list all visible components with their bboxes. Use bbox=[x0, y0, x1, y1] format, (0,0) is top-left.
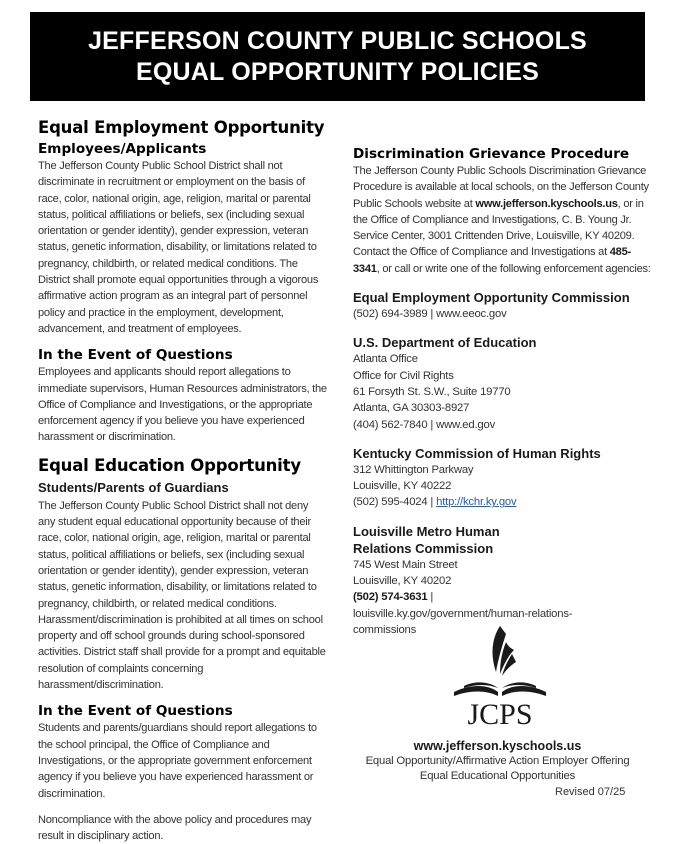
grievance-phone: 485-3341 bbox=[353, 246, 631, 275]
agency-contact bbox=[353, 417, 653, 433]
footer-eo-statement: Equal Opportunity/Affirmative Action Employer Offering bbox=[365, 755, 630, 767]
employment-subheading: Employees/Applicants bbox=[38, 141, 207, 157]
agency-phone: (404) 562-7840 bbox=[353, 418, 428, 431]
agency-address-line: 61 Forsyth St. S.W., Suite 19770 bbox=[353, 385, 511, 398]
agency-us-dept-education bbox=[353, 334, 653, 432]
separator: | bbox=[430, 418, 434, 431]
separator: | bbox=[430, 496, 434, 509]
agency-address-line: Atlanta Office bbox=[353, 353, 418, 366]
revised-date: Revised 07/25 bbox=[555, 786, 626, 798]
employment-questions-heading: In the Event of Questions bbox=[38, 347, 233, 364]
grievance-text-1: The Jefferson County Public Schools Discrimination Grievance Procedure is available at local schools, on the Jefferson County Public Schools website at bbox=[353, 165, 649, 210]
svg-text:JCPS: JCPS bbox=[467, 698, 533, 731]
agency-name: Louisville Metro Human Relations Commission bbox=[353, 523, 500, 556]
agency-eeoc bbox=[353, 289, 653, 322]
right-column bbox=[353, 146, 653, 638]
agency-kentucky-human-rights bbox=[353, 445, 653, 511]
grievance-website[interactable]: www.jefferson.kyschools.us bbox=[475, 197, 618, 210]
education-subheading: Students/Parents of Guardians bbox=[38, 479, 229, 495]
education-questions-body: Students and parents/guardians should report allegations to the school principal, the Office of Compliance and Investigations, or the appropriate government enforcement agency if you believe you have experienced harassment or discrimination. bbox=[38, 722, 317, 800]
grievance-heading: Discrimination Grievance Procedure bbox=[353, 146, 630, 162]
footer bbox=[345, 738, 650, 784]
agency-website-link[interactable]: http://kchr.ky.gov bbox=[436, 496, 517, 509]
agency-contact bbox=[353, 494, 653, 510]
agency-address-line: Louisville, KY 40222 bbox=[353, 480, 452, 493]
agency-name: U.S. Department of Education bbox=[353, 335, 537, 351]
employment-questions-body: Employees and applicants should report allegations to immediate supervisors, Human Resources administrators, the Office of Compliance and Investigations, or the appropriate enforcement agency if you believe you have experienced harassment or discrimination. bbox=[38, 366, 327, 444]
grievance-body bbox=[353, 163, 653, 277]
agency-phone: (502) 595-4024 bbox=[353, 496, 428, 509]
banner-title-line1: JEFFERSON COUNTY PUBLIC SCHOOLS bbox=[88, 27, 587, 55]
agency-website[interactable]: www.eeoc.gov bbox=[436, 308, 507, 321]
education-questions-heading: In the Event of Questions bbox=[38, 703, 233, 720]
footer-eo-statement-2: Equal Educational Opportunities bbox=[419, 770, 576, 782]
grievance-text-3: , or call or write one of the following enforcement agencies: bbox=[376, 262, 651, 275]
agency-website[interactable]: louisville.ky.gov/government/human-relations-commissions bbox=[353, 607, 573, 636]
separator: | bbox=[430, 308, 434, 321]
agency-address-line: 312 Whittington Parkway bbox=[353, 463, 474, 476]
grievance-text-2: , or in the Office of Compliance and Investigations, C. B. Young Jr. Service Center, 3001 Crittenden Drive, Louisville, KY 40209. Contact the Office of Compliance and Investigations at bbox=[353, 197, 644, 259]
agency-website[interactable]: www.ed.gov bbox=[436, 418, 496, 431]
agency-address-line: Office for Civil Rights bbox=[353, 369, 454, 382]
agency-phone: (502) 574-3631 bbox=[353, 591, 428, 604]
footer-website[interactable]: www.jefferson.kyschools.us bbox=[413, 739, 582, 753]
education-body: The Jefferson County Public School District shall not deny any student equal educational opportunity because of their race, color, national origin, age, religion, marital or parental status, political affiliations or beliefs, sex (including sexual orientation or gender identity), gender expression, veteran status, genetic information, disability, or limitations related to pregnancy, childbirth, or related medical conditions. bbox=[38, 499, 317, 610]
employment-body: The Jefferson County Public School District shall not discriminate in recruitment or employment on the basis of race, color, national origin, age, religion, marital or parental status, political affiliations or beliefs, sex (including sexual orientation or gender identity), gender expression, veteran status, genetic information, disability, or limitations related to pregnancy, childbirth, or related medical conditions. The District shall promote equal opportunities through a vigorous affirmative action program as an integral part of personnel policy and practice in the employment, development, advancement, and treatment of employees. bbox=[38, 160, 319, 335]
agency-name: Kentucky Commission of Human Rights bbox=[353, 445, 601, 461]
book-flame-icon bbox=[440, 620, 560, 730]
title-banner bbox=[30, 12, 645, 101]
agency-address-line: Louisville, KY 40202 bbox=[353, 575, 452, 588]
agency-address-line: 745 West Main Street bbox=[353, 558, 458, 571]
left-column bbox=[38, 118, 328, 844]
jcps-logo bbox=[440, 620, 560, 730]
agency-phone: (502) 694-3989 bbox=[353, 308, 428, 321]
agency-name: Equal Employment Opportunity Commission bbox=[353, 290, 630, 306]
education-heading: Equal Education Opportunity bbox=[38, 455, 301, 475]
banner-title-line2: EQUAL OPPORTUNITY POLICIES bbox=[136, 58, 539, 86]
agency-address-line: Atlanta, GA 30303-8927 bbox=[353, 402, 470, 415]
separator: | bbox=[430, 591, 434, 604]
education-harassment-body: Harassment/discrimination is prohibited at all times on school property and off school grounds during school-sponsored activities. District staff shall provide for a prompt and equitable resolution of complaints concerning harassment/discrimination. bbox=[38, 613, 326, 692]
employment-heading: Equal Employment Opportunity bbox=[38, 118, 325, 137]
noncompliance-note: Noncompliance with the above policy and procedures may result in disciplinary action. bbox=[38, 813, 312, 843]
agency-contact bbox=[353, 306, 653, 322]
